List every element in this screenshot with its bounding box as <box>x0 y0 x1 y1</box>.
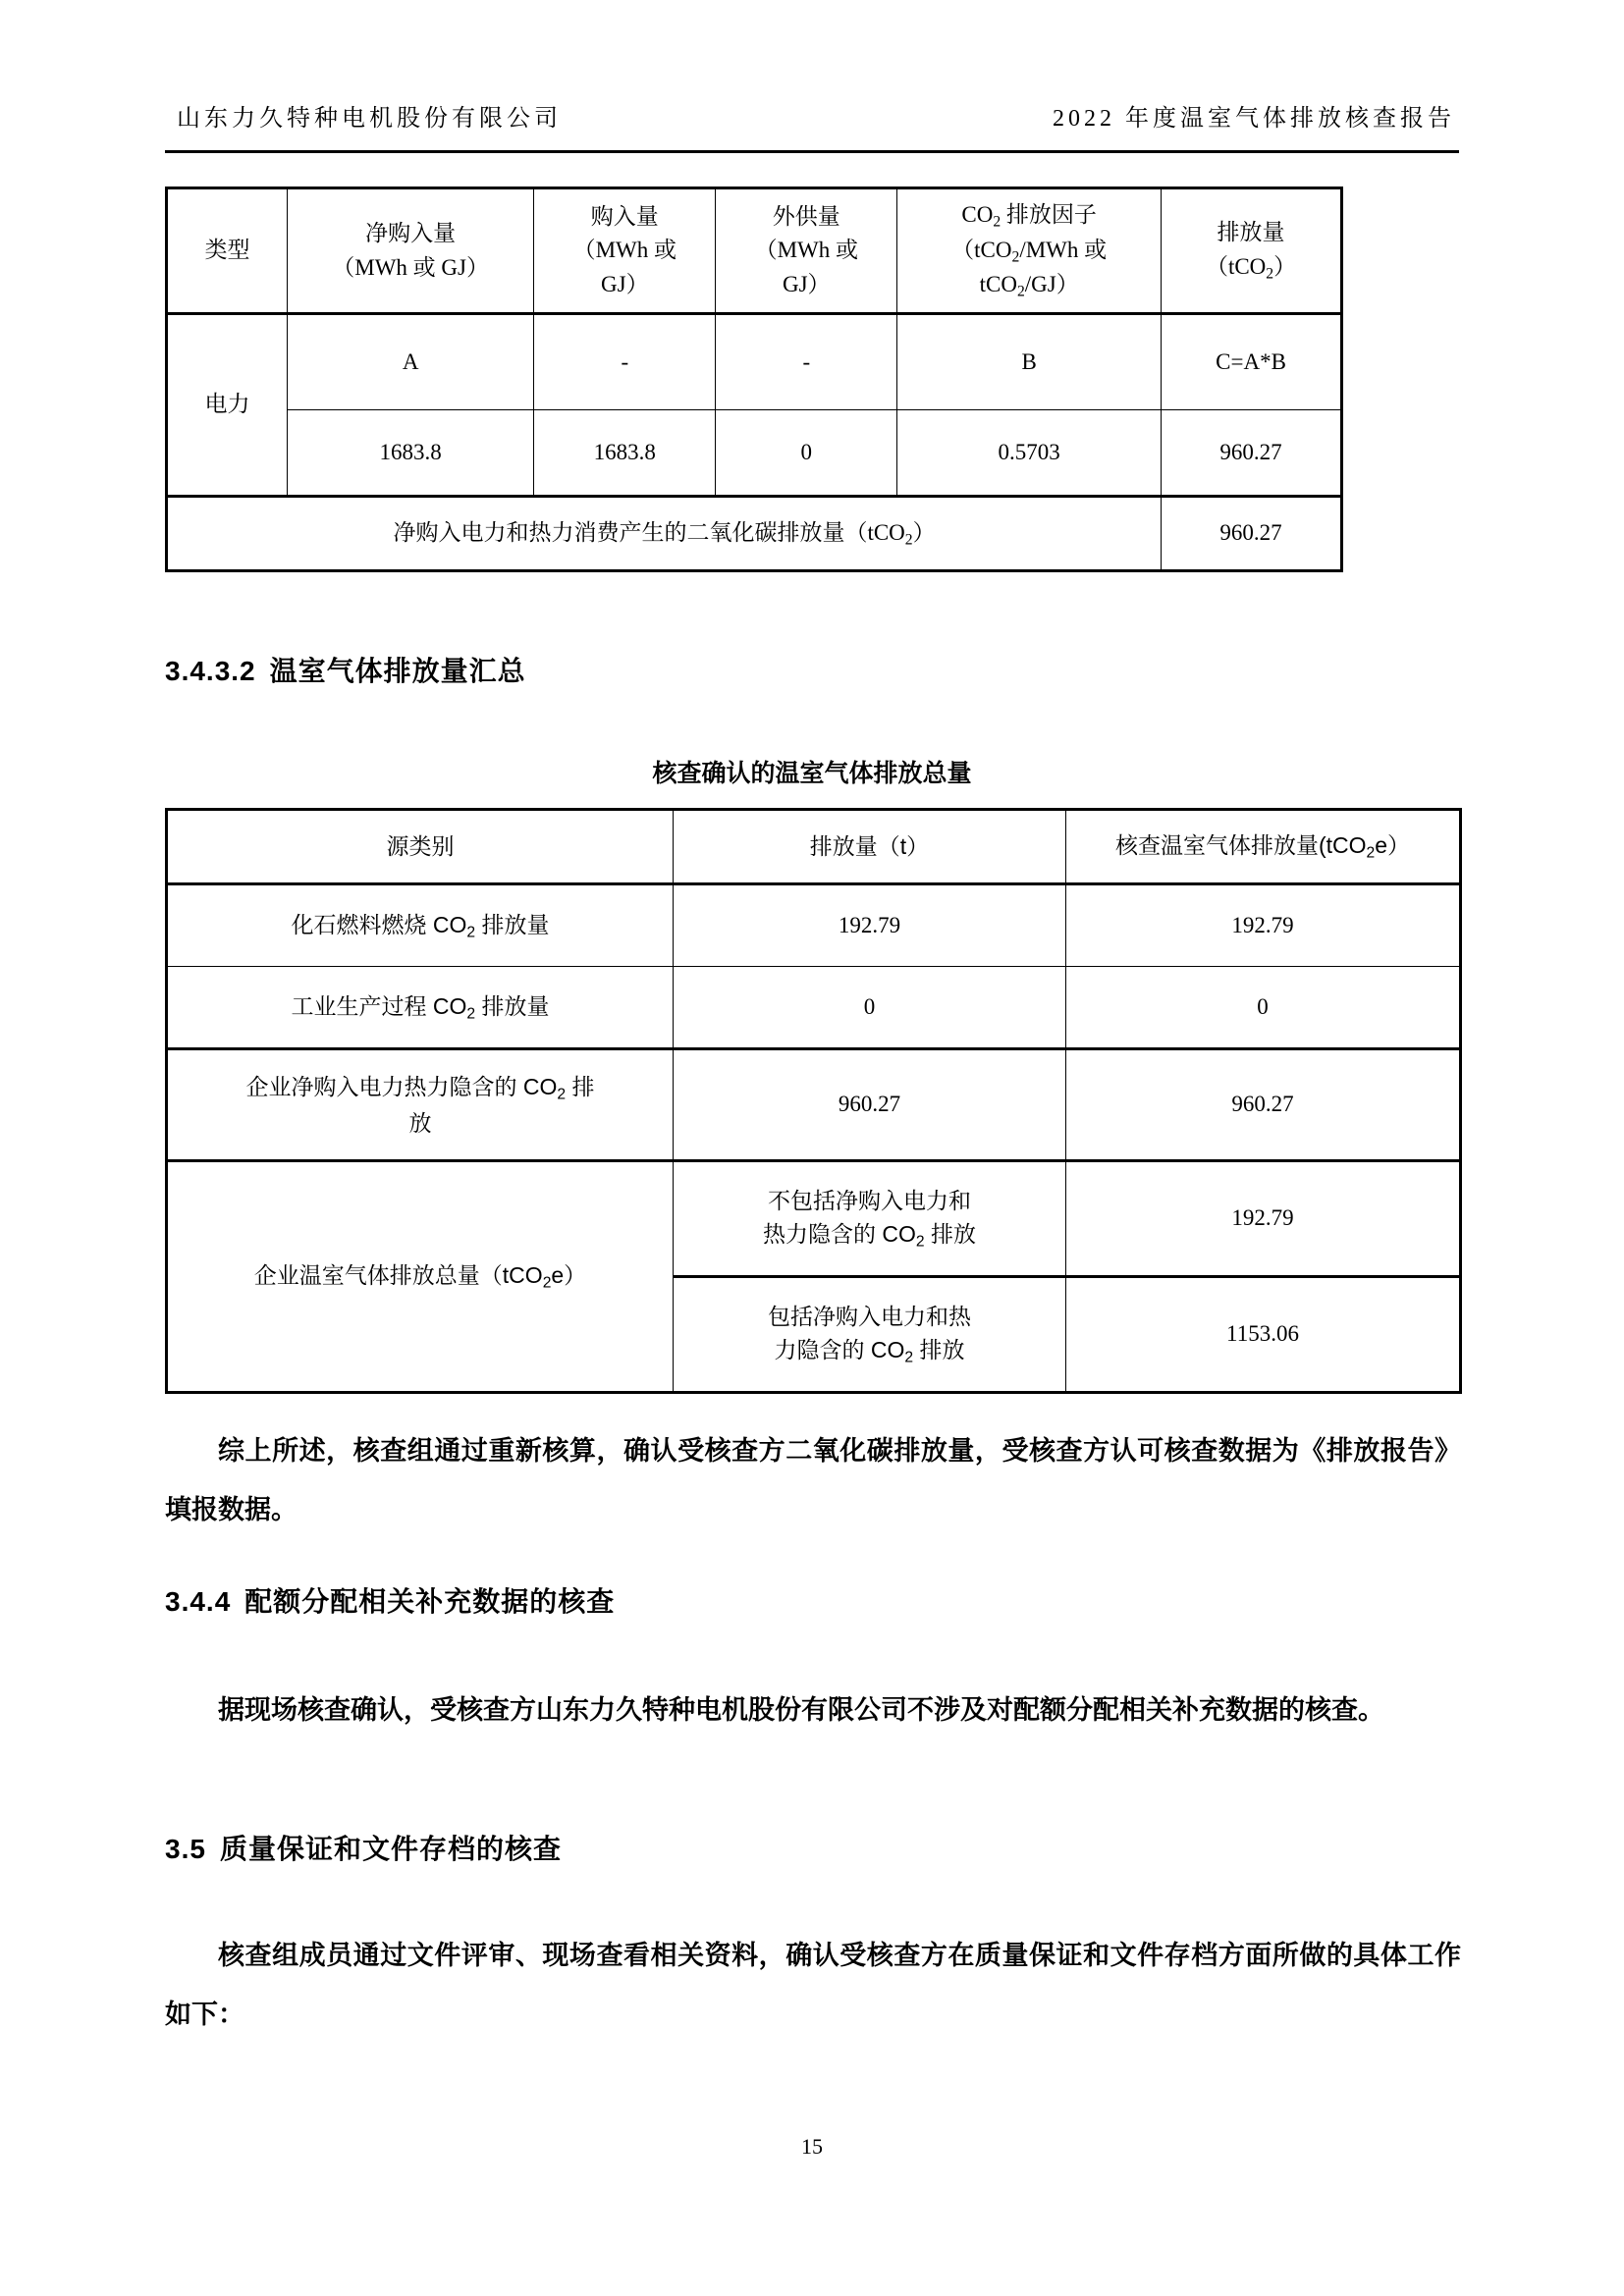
col-header-net-purchase <box>287 188 533 314</box>
cell-value-net-purchase: 1683.8 <box>287 410 533 497</box>
cell-value-factor: 0.5703 <box>897 410 1162 497</box>
cell-net-purchased-power-verified: 960.27 <box>1066 1049 1461 1161</box>
subrow-label-including-power: 包括净购入电力和热 力隐含的 $CO_2$ 排放 <box>674 1277 1066 1393</box>
row-label-net-purchased-power: 企业净购入电力热力隐含的 $CO_2$ 排 放 <box>167 1049 674 1161</box>
cell-total-excluding-power: 192.79 <box>1066 1161 1461 1277</box>
col-header-export-line2: （MWh 或 <box>754 238 858 263</box>
section-heading-3432-number: 3.4.3.2 <box>165 656 256 686</box>
cell-formula-factor: B <box>897 314 1162 410</box>
table-row <box>167 410 1342 497</box>
col-header-purchase-line1: 购入量 <box>590 203 659 229</box>
cell-industrial-process-emission: 0 <box>674 967 1066 1049</box>
col-header-emission-line2: （tCO$_2$） <box>1205 253 1297 283</box>
section-heading-35-title: 质量保证和文件存档的核查 <box>219 1834 562 1864</box>
total-value-electricity: 960.27 <box>1162 497 1342 571</box>
section-heading-3432 <box>165 650 526 689</box>
col-header-purchase-line3: GJ） <box>601 271 649 296</box>
row-label-total-ghg: 企业温室气体排放总量（tCO$_2$e） <box>167 1161 674 1393</box>
section-heading-3432-title: 温室气体排放量汇总 <box>269 656 526 686</box>
col-header-type: 类型 <box>167 188 288 314</box>
electricity-emission-table <box>165 187 1343 572</box>
cell-formula-export: - <box>716 314 897 410</box>
table-row <box>167 810 1461 884</box>
table-row <box>167 188 1342 314</box>
cell-formula-net-purchase: A <box>287 314 533 410</box>
cell-net-purchased-power-emission: 960.27 <box>674 1049 1066 1161</box>
header-report-title: 2022 年度温室气体排放核查报告 <box>1053 106 1455 132</box>
col-header-emission-factor-line3: tCO$_2$/GJ） <box>979 272 1079 300</box>
col-header-emission-factor <box>897 188 1162 314</box>
cell-fossil-fuel-emission: 192.79 <box>674 884 1066 967</box>
paragraph-35-body: 核查组成员通过文件评审、现场查看相关资料，确认受核查方在质量保证和文件存档方面所做的具体工作如下： <box>165 1941 1461 2029</box>
section-heading-35-number: 3.5 <box>165 1834 206 1864</box>
section-heading-344-number: 3.4.4 <box>165 1586 232 1617</box>
col-header-purchase-line2: （MWh 或 <box>572 238 677 263</box>
section-heading-344 <box>165 1580 615 1620</box>
col-header-emission-line1: 排放量 <box>1217 220 1285 245</box>
col-header-verified-emission: 核查温室气体排放量(tCO$_2$e） <box>1066 810 1461 884</box>
col-header-net-purchase-line2: （MWh 或 GJ） <box>332 254 489 280</box>
col-header-net-purchase-line1: 净购入量 <box>365 221 457 245</box>
cell-value-export: 0 <box>716 410 897 497</box>
paragraph-344-body: 据现场核查确认，受核查方山东力久特种电机股份有限公司不涉及对配额分配相关补充数据的核查。 <box>218 1695 1384 1725</box>
cell-formula-purchase: - <box>534 314 716 410</box>
col-header-emission-factor-line2: （tCO$_2$/MWh 或 <box>951 237 1108 265</box>
cell-total-including-power: 1153.06 <box>1066 1277 1461 1393</box>
col-header-emission <box>1162 188 1342 314</box>
cell-fossil-fuel-verified: 192.79 <box>1066 884 1461 967</box>
cell-value-emission: 960.27 <box>1162 410 1342 497</box>
col-header-source-category: 源类别 <box>167 810 674 884</box>
col-header-emission-amount: 排放量（t） <box>674 810 1066 884</box>
table-row <box>167 1161 1461 1277</box>
subrow-label-excluding-power: 不包括净购入电力和 热力隐含的 $CO_2$ 排放 <box>674 1161 1066 1277</box>
total-label-electricity: 净购入电力和热力消费产生的二氧化碳排放量（tCO$_2$） <box>167 497 1162 571</box>
table-row <box>167 967 1461 1049</box>
ghg-summary-table <box>165 808 1462 1394</box>
table-row <box>167 884 1461 967</box>
table-row <box>167 314 1342 410</box>
cell-formula-emission: C=A*B <box>1162 314 1342 410</box>
col-header-export <box>716 188 897 314</box>
cell-industrial-process-verified: 0 <box>1066 967 1461 1049</box>
row-label-electricity: 电力 <box>167 314 288 497</box>
col-header-emission-factor-line1: $CO_2$ 排放因子 <box>961 201 1097 231</box>
col-header-export-line3: GJ） <box>783 271 831 296</box>
electricity-emission-table-wrapper <box>165 187 1343 572</box>
cell-value-purchase: 1683.8 <box>534 410 716 497</box>
table-row <box>167 1049 1461 1161</box>
ghg-summary-table-wrapper <box>165 808 1459 1394</box>
row-label-fossil-fuel: 化石燃料燃烧 $CO_2$ 排放量 <box>167 884 674 967</box>
header-company-name: 山东力久特种电机股份有限公司 <box>177 106 562 132</box>
row-label-industrial-process: 工业生产过程 $CO_2$ 排放量 <box>167 967 674 1049</box>
col-header-export-line1: 外供量 <box>772 203 840 229</box>
section-heading-35 <box>165 1828 562 1867</box>
page-header <box>165 98 1459 153</box>
table-row <box>167 497 1342 571</box>
col-header-purchase <box>534 188 716 314</box>
section-heading-344-title: 配额分配相关补充数据的核查 <box>244 1586 616 1617</box>
summary-table-caption: 核查确认的温室气体排放总量 <box>652 760 972 787</box>
page-number: 15 <box>801 2134 823 2159</box>
paragraph-conclusion: 综上所述，核查组通过重新核算，确认受核查方二氧化碳排放量，受核查方认可核查数据为《排放报告》填报数据。 <box>165 1436 1461 1524</box>
